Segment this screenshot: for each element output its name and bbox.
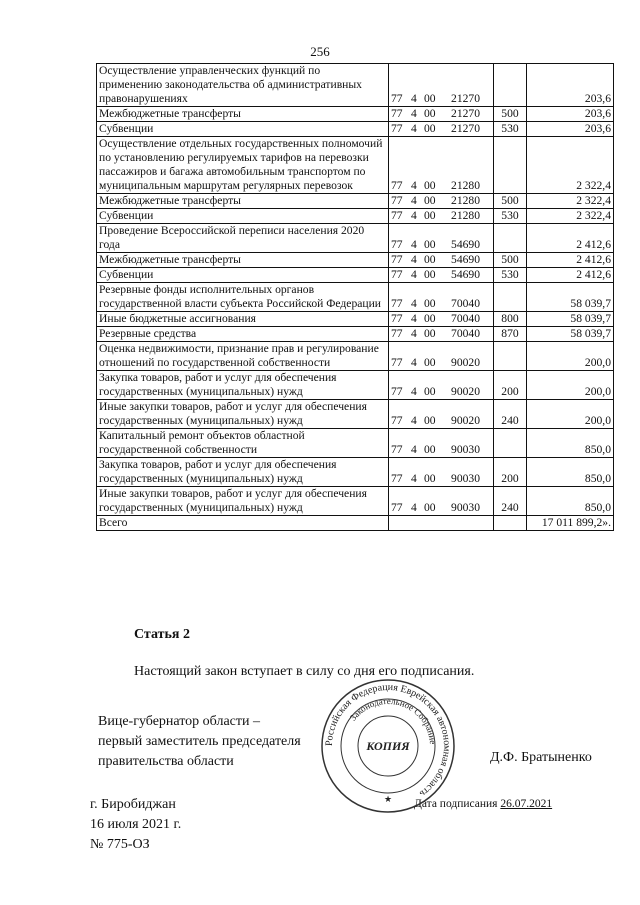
row-code bbox=[389, 429, 494, 458]
code-part-c4: 90030 bbox=[451, 443, 480, 456]
row-expense-type: 530 bbox=[494, 268, 527, 283]
total-code bbox=[389, 516, 494, 531]
code-part-c2: 4 bbox=[411, 268, 417, 281]
table-row bbox=[97, 371, 614, 400]
code-part-c2: 4 bbox=[411, 312, 417, 325]
row-code bbox=[389, 342, 494, 371]
table-row bbox=[97, 194, 614, 209]
code-part-c4: 21280 bbox=[451, 179, 480, 192]
place-city: г. Биробиджан bbox=[90, 797, 176, 812]
row-expense-type: 200 bbox=[494, 371, 527, 400]
row-expense-type bbox=[494, 64, 527, 107]
row-sum: 203,6 bbox=[527, 107, 614, 122]
code-part-c4: 90020 bbox=[451, 414, 480, 427]
code-part-c2: 4 bbox=[411, 472, 417, 485]
table-row bbox=[97, 64, 614, 107]
row-code bbox=[389, 458, 494, 487]
row-sum: 2 412,6 bbox=[527, 224, 614, 253]
code-part-c2: 4 bbox=[411, 238, 417, 251]
page-number: 256 bbox=[310, 44, 330, 59]
code-part-c1: 77 bbox=[391, 312, 403, 325]
stamp-star-icon: ★ bbox=[383, 794, 393, 804]
code-part-c3: 00 bbox=[424, 179, 436, 192]
row-sum: 200,0 bbox=[527, 371, 614, 400]
row-name: Иные закупки товаров, работ и услуг для обеспечения государственных (муниципальных) нужд bbox=[97, 400, 389, 429]
total-sum: 17 011 899,2». bbox=[527, 516, 614, 531]
table-row bbox=[97, 458, 614, 487]
code-part-c1: 77 bbox=[391, 194, 403, 207]
row-code bbox=[389, 64, 494, 107]
stamp-inner-text: Законодательное Собрание bbox=[347, 695, 438, 745]
table-row bbox=[97, 137, 614, 194]
code-part-c4: 90020 bbox=[451, 385, 480, 398]
code-part-c3: 00 bbox=[424, 356, 436, 369]
code-part-c3: 00 bbox=[424, 327, 436, 340]
row-expense-type: 530 bbox=[494, 122, 527, 137]
code-part-c3: 00 bbox=[424, 92, 436, 105]
row-expense-type: 500 bbox=[494, 194, 527, 209]
row-expense-type: 530 bbox=[494, 209, 527, 224]
table-row bbox=[97, 342, 614, 371]
code-part-c2: 4 bbox=[411, 179, 417, 192]
total-expense-type bbox=[494, 516, 527, 531]
code-part-c3: 00 bbox=[424, 268, 436, 281]
table-row bbox=[97, 209, 614, 224]
row-expense-type: 500 bbox=[494, 107, 527, 122]
row-name: Проведение Всероссийской переписи населения 2020 года bbox=[97, 224, 389, 253]
row-code bbox=[389, 122, 494, 137]
row-sum: 2 322,4 bbox=[527, 194, 614, 209]
code-part-c2: 4 bbox=[411, 107, 417, 120]
code-part-c4: 21270 bbox=[451, 122, 480, 135]
row-sum: 850,0 bbox=[527, 429, 614, 458]
row-code bbox=[389, 253, 494, 268]
code-part-c4: 70040 bbox=[451, 312, 480, 325]
article-title: Статья 2 bbox=[134, 627, 190, 642]
code-part-c2: 4 bbox=[411, 327, 417, 340]
code-part-c1: 77 bbox=[391, 209, 403, 222]
official-stamp bbox=[320, 678, 456, 814]
code-part-c3: 00 bbox=[424, 443, 436, 456]
code-part-c1: 77 bbox=[391, 327, 403, 340]
table-row bbox=[97, 400, 614, 429]
code-part-c4: 90030 bbox=[451, 472, 480, 485]
code-part-c2: 4 bbox=[411, 385, 417, 398]
row-name: Межбюджетные трансферты bbox=[97, 107, 389, 122]
code-part-c1: 77 bbox=[391, 122, 403, 135]
code-part-c4: 21270 bbox=[451, 107, 480, 120]
code-part-c4: 54690 bbox=[451, 268, 480, 281]
code-part-c3: 00 bbox=[424, 414, 436, 427]
code-part-c2: 4 bbox=[411, 443, 417, 456]
place-block bbox=[90, 795, 181, 855]
table-row bbox=[97, 224, 614, 253]
row-name: Межбюджетные трансферты bbox=[97, 253, 389, 268]
row-code bbox=[389, 209, 494, 224]
signer-position-line1: Вице-губернатор области – bbox=[98, 714, 260, 729]
budget-table-body bbox=[97, 64, 614, 531]
code-part-c1: 77 bbox=[391, 501, 403, 514]
code-part-c2: 4 bbox=[411, 92, 417, 105]
code-part-c1: 77 bbox=[391, 472, 403, 485]
row-sum: 58 039,7 bbox=[527, 283, 614, 312]
code-part-c2: 4 bbox=[411, 501, 417, 514]
code-part-c1: 77 bbox=[391, 179, 403, 192]
row-expense-type bbox=[494, 137, 527, 194]
law-date: 16 июля 2021 г. bbox=[90, 817, 182, 832]
code-part-c2: 4 bbox=[411, 297, 417, 310]
row-name: Резервные фонды исполнительных органов государственной власти субъекта Российской Федерации bbox=[97, 283, 389, 312]
row-name: Межбюджетные трансферты bbox=[97, 194, 389, 209]
signer-position-line2: первый заместитель председателя bbox=[98, 734, 301, 749]
table-row bbox=[97, 107, 614, 122]
row-expense-type: 870 bbox=[494, 327, 527, 342]
row-name: Капитальный ремонт объектов областной государственной собственности bbox=[97, 429, 389, 458]
table-row bbox=[97, 312, 614, 327]
code-part-c4: 70040 bbox=[451, 297, 480, 310]
code-part-c1: 77 bbox=[391, 356, 403, 369]
row-code bbox=[389, 400, 494, 429]
stamp-outer-text: Российская Федерация Еврейская автономная область bbox=[323, 681, 453, 800]
code-part-c1: 77 bbox=[391, 297, 403, 310]
row-expense-type: 240 bbox=[494, 400, 527, 429]
row-sum: 203,6 bbox=[527, 64, 614, 107]
law-text: Настоящий закон вступает в силу со дня его подписания. bbox=[134, 664, 475, 679]
row-name: Субвенции bbox=[97, 209, 389, 224]
code-part-c1: 77 bbox=[391, 414, 403, 427]
row-expense-type: 200 bbox=[494, 458, 527, 487]
row-sum: 2 412,6 bbox=[527, 268, 614, 283]
row-expense-type: 240 bbox=[494, 487, 527, 516]
table-row bbox=[97, 283, 614, 312]
row-expense-type: 800 bbox=[494, 312, 527, 327]
code-part-c1: 77 bbox=[391, 268, 403, 281]
table-row bbox=[97, 122, 614, 137]
signer-name: Д.Ф. Братыненко bbox=[490, 750, 592, 765]
row-expense-type bbox=[494, 283, 527, 312]
table-row bbox=[97, 429, 614, 458]
row-name: Резервные средства bbox=[97, 327, 389, 342]
total-row bbox=[97, 516, 614, 531]
row-sum: 2 412,6 bbox=[527, 253, 614, 268]
row-sum: 850,0 bbox=[527, 487, 614, 516]
row-name: Субвенции bbox=[97, 268, 389, 283]
code-part-c4: 21270 bbox=[451, 92, 480, 105]
code-part-c1: 77 bbox=[391, 238, 403, 251]
budget-table bbox=[96, 63, 614, 531]
code-part-c1: 77 bbox=[391, 92, 403, 105]
total-label: Всего bbox=[97, 516, 389, 531]
code-part-c1: 77 bbox=[391, 107, 403, 120]
code-part-c3: 00 bbox=[424, 385, 436, 398]
row-name: Закупка товаров, работ и услуг для обеспечения государственных (муниципальных) нужд bbox=[97, 371, 389, 400]
row-name: Оценка недвижимости, признание прав и регулирование отношений по государственной собственности bbox=[97, 342, 389, 371]
row-sum: 58 039,7 bbox=[527, 312, 614, 327]
row-code bbox=[389, 283, 494, 312]
row-sum: 203,6 bbox=[527, 122, 614, 137]
code-part-c1: 77 bbox=[391, 253, 403, 266]
code-part-c4: 54690 bbox=[451, 238, 480, 251]
row-code bbox=[389, 194, 494, 209]
code-part-c3: 00 bbox=[424, 209, 436, 222]
code-part-c4: 70040 bbox=[451, 327, 480, 340]
code-part-c3: 00 bbox=[424, 238, 436, 251]
signer-position-line3: правительства области bbox=[98, 754, 234, 769]
code-part-c3: 00 bbox=[424, 122, 436, 135]
code-part-c1: 77 bbox=[391, 385, 403, 398]
code-part-c2: 4 bbox=[411, 209, 417, 222]
code-part-c4: 21280 bbox=[451, 194, 480, 207]
code-part-c4: 21280 bbox=[451, 209, 480, 222]
row-sum: 2 322,4 bbox=[527, 137, 614, 194]
row-name: Иные бюджетные ассигнования bbox=[97, 312, 389, 327]
row-expense-type bbox=[494, 429, 527, 458]
row-sum: 2 322,4 bbox=[527, 209, 614, 224]
code-part-c3: 00 bbox=[424, 312, 436, 325]
code-part-c3: 00 bbox=[424, 194, 436, 207]
code-part-c3: 00 bbox=[424, 472, 436, 485]
table-row bbox=[97, 268, 614, 283]
code-part-c1: 77 bbox=[391, 443, 403, 456]
sign-date-label: Дата подписания bbox=[414, 798, 498, 810]
row-expense-type bbox=[494, 342, 527, 371]
table-row bbox=[97, 327, 614, 342]
code-part-c2: 4 bbox=[411, 122, 417, 135]
stamp-center-text: КОПИЯ bbox=[366, 739, 410, 753]
row-name: Осуществление отдельных государственных полномочий по установлению регулируемых тарифов на перевозки пассажиров и багажа автомобильным транспортом по муниципальным маршрутам регулярных перевозок bbox=[97, 137, 389, 194]
code-part-c2: 4 bbox=[411, 356, 417, 369]
code-part-c2: 4 bbox=[411, 253, 417, 266]
row-name: Субвенции bbox=[97, 122, 389, 137]
code-part-c3: 00 bbox=[424, 297, 436, 310]
sign-date-value: 26.07.2021 bbox=[500, 798, 553, 810]
row-sum: 200,0 bbox=[527, 342, 614, 371]
row-code bbox=[389, 371, 494, 400]
table-row bbox=[97, 487, 614, 516]
row-name: Закупка товаров, работ и услуг для обеспечения государственных (муниципальных) нужд bbox=[97, 458, 389, 487]
row-code bbox=[389, 487, 494, 516]
row-expense-type bbox=[494, 224, 527, 253]
signer-block bbox=[98, 712, 301, 772]
row-name: Осуществление управленческих функций по применению законодательства об административных правонарушениях bbox=[97, 64, 389, 107]
code-part-c3: 00 bbox=[424, 107, 436, 120]
row-sum: 58 039,7 bbox=[527, 327, 614, 342]
row-expense-type: 500 bbox=[494, 253, 527, 268]
code-part-c4: 90020 bbox=[451, 356, 480, 369]
code-part-c4: 54690 bbox=[451, 253, 480, 266]
row-name: Иные закупки товаров, работ и услуг для обеспечения государственных (муниципальных) нужд bbox=[97, 487, 389, 516]
code-part-c3: 00 bbox=[424, 501, 436, 514]
row-code bbox=[389, 268, 494, 283]
row-sum: 850,0 bbox=[527, 458, 614, 487]
row-code bbox=[389, 107, 494, 122]
row-code bbox=[389, 312, 494, 327]
row-sum: 200,0 bbox=[527, 400, 614, 429]
code-part-c3: 00 bbox=[424, 253, 436, 266]
law-number: № 775-ОЗ bbox=[90, 837, 150, 852]
row-code bbox=[389, 137, 494, 194]
code-part-c2: 4 bbox=[411, 194, 417, 207]
row-code bbox=[389, 327, 494, 342]
row-code bbox=[389, 224, 494, 253]
code-part-c2: 4 bbox=[411, 414, 417, 427]
code-part-c4: 90030 bbox=[451, 501, 480, 514]
table-row bbox=[97, 253, 614, 268]
